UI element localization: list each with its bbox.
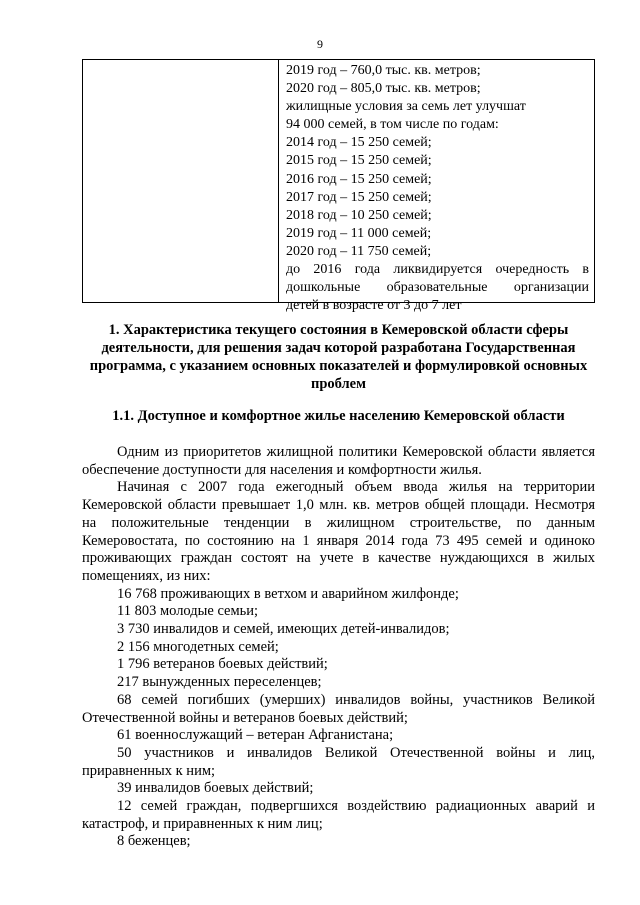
paragraph: Начиная с 2007 года ежегодный объем ввода жилья на территории Кемеровской области превышает 1,0 млн. кв. метров общей площади. Несмотря на положительные тенденции в жилищном строительстве, по данным Кемеровостата, по состоянию на 1 января 2014 года 73 495 семей и одиноко проживающих граждан состоят на учете в качестве нуждающихся в жилых помещениях, из них: bbox=[82, 479, 595, 584]
list-item: 11 803 молодые семьи; bbox=[117, 603, 259, 620]
list-item: 1 796 ветеранов боевых действий; bbox=[117, 656, 328, 673]
table-line: 2015 год – 15 250 семей; bbox=[286, 153, 432, 169]
page-number: 9 bbox=[317, 37, 323, 51]
table-right-cell bbox=[286, 62, 589, 315]
table-line: детей в возрасте от 3 до 7 лет bbox=[286, 298, 462, 314]
table-line: 2020 год – 805,0 тыс. кв. метров; bbox=[286, 81, 481, 97]
list-item: 39 инвалидов боевых действий; bbox=[117, 780, 314, 797]
list-item: 2 156 многодетных семей; bbox=[117, 638, 279, 655]
table-line: 2019 год – 760,0 тыс. кв. метров; bbox=[286, 63, 481, 78]
table-line: 94 000 семей, в том числе по годам: bbox=[286, 117, 499, 133]
table-line: 2017 год – 15 250 семей; bbox=[286, 189, 432, 205]
continuation-table bbox=[82, 59, 595, 314]
paragraph: Одним из приоритетов жилищной политики Кемеровской области является обеспечение доступности для населения и комфортности жилья. bbox=[82, 444, 595, 478]
section-title: 1. Характеристика текущего состояния в Кемеровской области сферы деятельности, для решения задач которой разработана Государственная программа, с указанием основных показателей и формулировкой основных проблем bbox=[89, 322, 588, 392]
list-item: 3 730 инвалидов и семей, имеющих детей-инвалидов; bbox=[117, 621, 450, 638]
table-line: 2020 год – 11 750 семей; bbox=[286, 243, 432, 259]
list-item: 68 семей погибших (умерших) инвалидов войны, участников Великой Отечественной войны и ветеранов боевых действий; bbox=[82, 691, 595, 726]
body-text bbox=[82, 444, 595, 851]
table-line: дошкольные образовательные организации bbox=[286, 280, 589, 296]
table-line: 2014 год – 15 250 семей; bbox=[286, 135, 432, 151]
list-item: 12 семей граждан, подвергшихся воздействию радиационных аварий и катастроф, и приравненных к ним лиц; bbox=[82, 798, 595, 832]
list-item: 61 военнослужащий – ветеран Афганистана; bbox=[117, 727, 394, 744]
list-item: 16 768 проживающих в ветхом и аварийном жилфонде; bbox=[117, 585, 459, 602]
list-item: 217 вынужденных переселенцев; bbox=[117, 674, 322, 691]
table-line: 2019 год – 11 000 семей; bbox=[286, 225, 432, 241]
list-item: 8 беженцев; bbox=[117, 833, 191, 850]
table-line: жилищные условия за семь лет улучшат bbox=[286, 99, 526, 115]
table-left-cell bbox=[83, 59, 279, 302]
table-line: 2016 год – 15 250 семей; bbox=[286, 171, 432, 187]
table-line: до 2016 года ликвидируется очередность в bbox=[286, 262, 589, 278]
subsection-title: 1.1. Доступное и комфортное жилье населению Кемеровской области bbox=[112, 408, 565, 424]
list-item: 50 участников и инвалидов Великой Отечественной войны и лиц, приравненных к ним; bbox=[82, 744, 595, 779]
table-line: 2018 год – 10 250 семей; bbox=[286, 207, 432, 223]
